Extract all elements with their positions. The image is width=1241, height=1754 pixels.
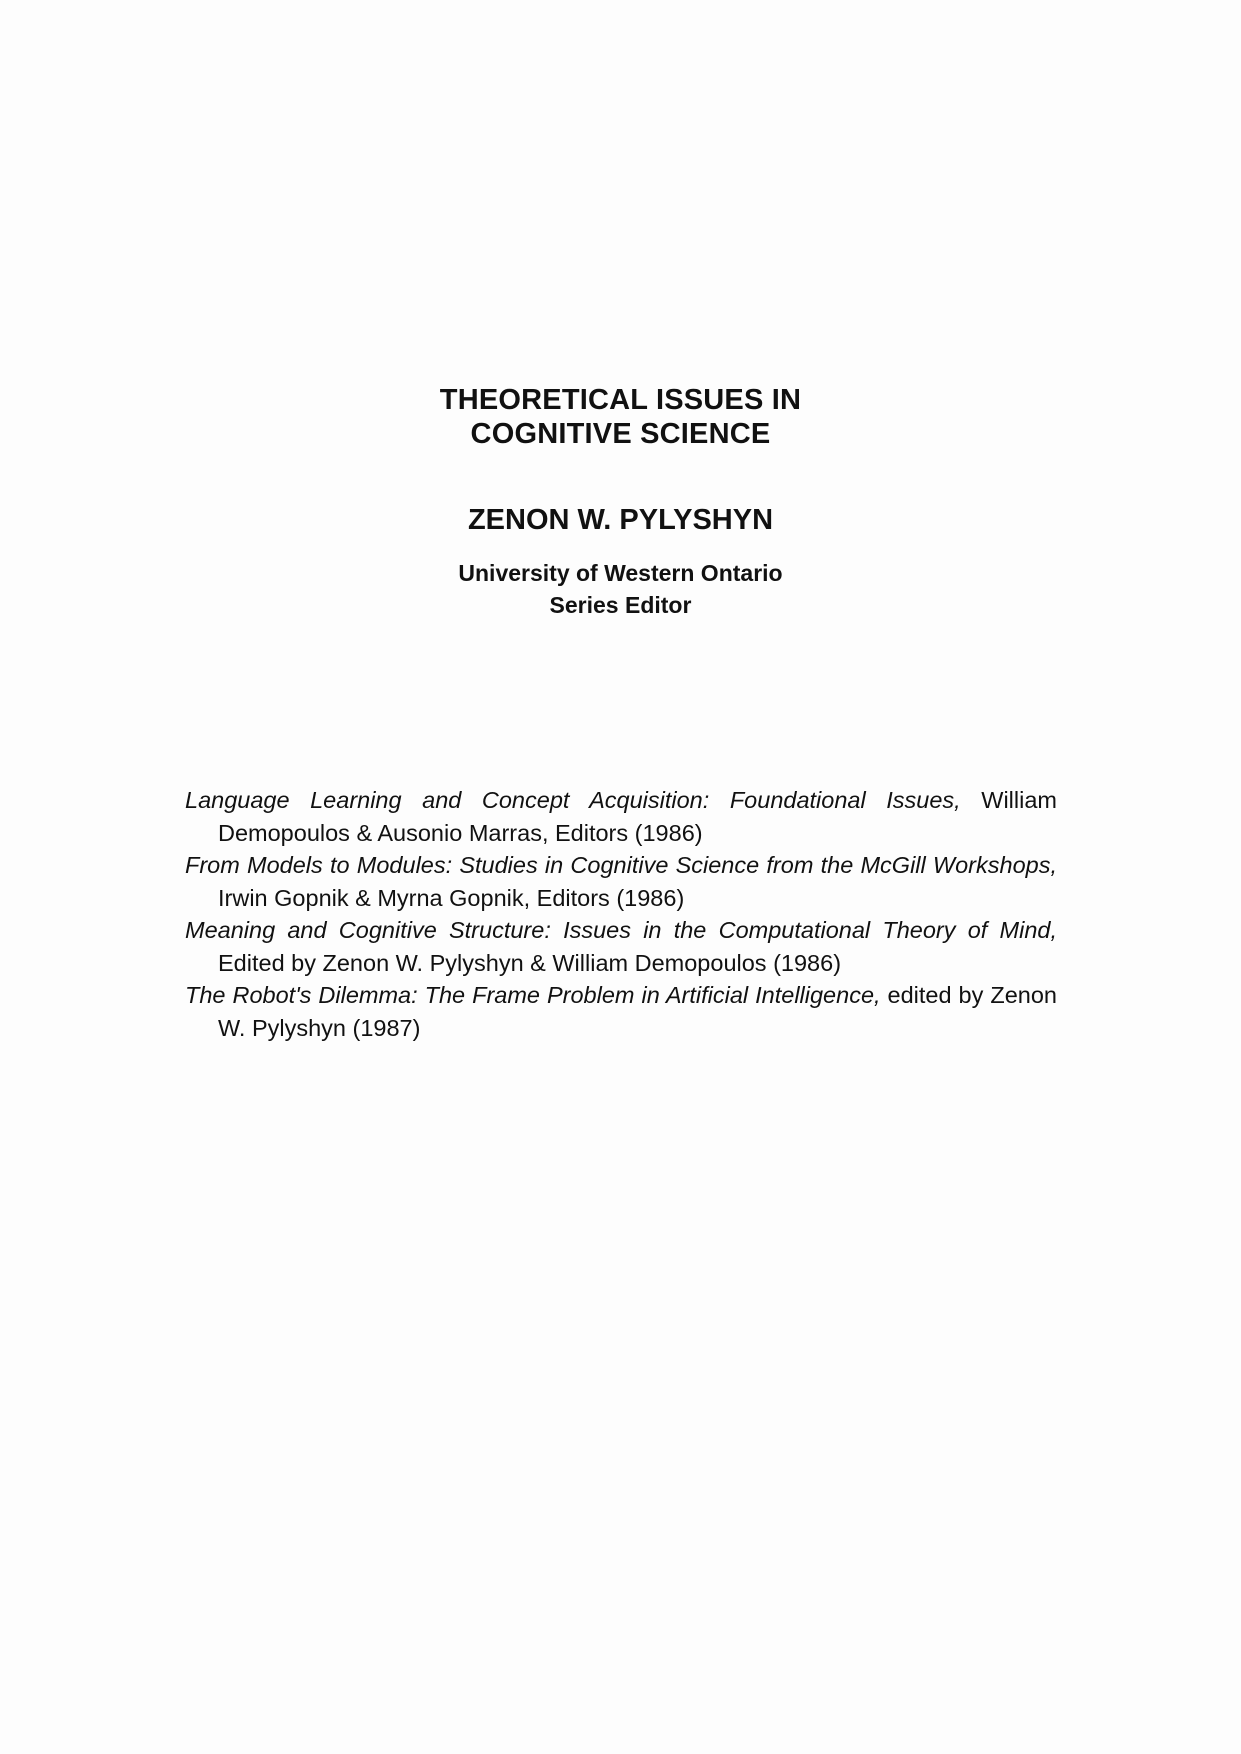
series-title-line-1: THEORETICAL ISSUES IN	[439, 384, 802, 416]
series-editor-affiliation	[0, 557, 1241, 621]
book-entry	[185, 914, 1057, 979]
book-entry	[185, 979, 1057, 1044]
book-details: Edited by Zenon W. Pylyshyn & William Demopoulos (1986)	[218, 949, 842, 976]
series-header	[0, 383, 1241, 621]
book-list	[185, 784, 1057, 1044]
editor-university: University of Western Ontario	[458, 560, 783, 586]
book-title: Language Learning and Concept Acquisition: Foundational Issues,	[185, 787, 961, 813]
editor-role: Series Editor	[549, 592, 692, 618]
book-entry	[185, 849, 1057, 914]
book-title: The Robot's Dilemma: The Frame Problem in Artificial Intelligence,	[185, 982, 881, 1008]
series-editor-name: ZENON W. PYLYSHYN	[467, 504, 774, 536]
book-title: From Models to Modules: Studies in Cognitive Science from the McGill Workshops,	[185, 852, 1057, 878]
book-details: Irwin Gopnik & Myrna Gopnik, Editors (1986)	[218, 884, 685, 911]
book-details: edited by Zenon W. Pylyshyn (1987)	[218, 982, 1057, 1041]
book-title: Meaning and Cognitive Structure: Issues in the Computational Theory of Mind,	[185, 917, 1057, 943]
book-details: William Demopoulos & Ausonio Marras, Editors (1986)	[218, 787, 1057, 846]
book-entry	[185, 784, 1057, 849]
series-title-line-2: COGNITIVE SCIENCE	[470, 418, 771, 450]
